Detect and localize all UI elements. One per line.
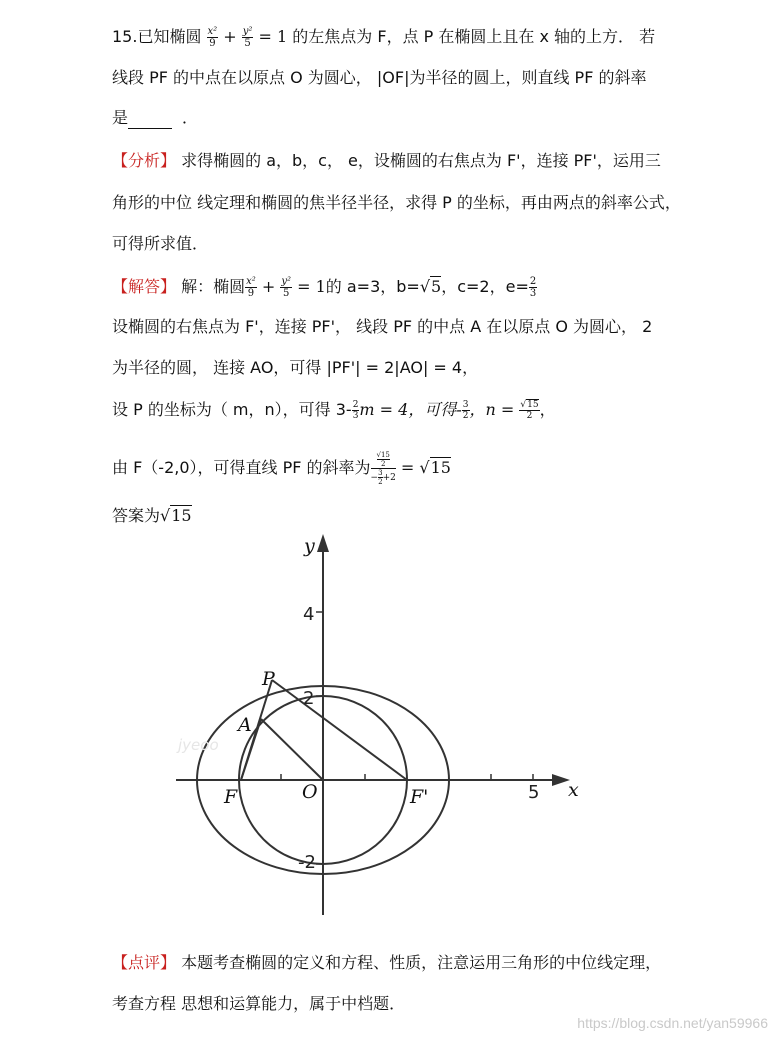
- problem-line-2: 线段 PF 的中点在以原点 O 为圆心， |OF|为半径的圆上，则直线 PF 的斜率: [112, 68, 647, 87]
- answer-line: 答案为√15: [112, 506, 192, 525]
- fraction-y2-over-5: $\frac{\text{y²}}{5}$: [242, 26, 253, 49]
- slope-fraction: $\frac{√15}{2}$ − $\frac{3}{2}$ +2: [370, 451, 396, 486]
- solution-line-4: 设 P 的坐标为（ m，n），可得 3- $\frac{2}{3}$ m = 4，可得- $\frac{3}{2}$ ，n = $\frac{√15}{2}$ ，: [112, 400, 556, 421]
- y-axis-arrow: [317, 534, 329, 552]
- solution-line-3: 为半径的圆， 连接 AO，可得 |PF'| = 2|AO| = 4，: [112, 358, 479, 377]
- comment-line-1: 【点评】 本题考查椭圆的定义和方程、性质，注意运用三角形的中位线定理，: [112, 953, 662, 972]
- segment-PF-prime: [272, 680, 407, 780]
- label-F: F: [224, 786, 238, 808]
- ellipse-figure: [168, 530, 588, 922]
- solution-line-2: 设椭圆的右焦点为 F'，连接 PF'， 线段 PF 的中点 A 在以原点 O 为圆心， 2: [112, 317, 653, 336]
- tick-label-4: 4: [303, 604, 315, 625]
- y-axis-label: y: [304, 535, 315, 557]
- analysis-line-1: 【分析】 求得椭圆的 a，b，c， e，设椭圆的右焦点为 F'，连接 PF'，运用三: [112, 151, 661, 170]
- tick-label-5: 5: [528, 782, 540, 803]
- eccentricity-fraction: $\frac{2}{3}$: [529, 276, 537, 299]
- label-P: P: [262, 668, 275, 690]
- label-O: O: [302, 781, 318, 803]
- analysis-line-2: 角形的中位 线定理和椭圆的焦半径半径，求得 P 的坐标，再由两点的斜率公式，: [112, 193, 681, 212]
- analysis-line-3: 可得所求值．: [112, 234, 209, 253]
- solution-tag: 【解答】: [112, 277, 177, 296]
- fraction-x2-over-9: $\frac{\text{x²}}{9}$: [207, 26, 218, 49]
- page-watermark: https://blog.csdn.net/yan59966: [577, 1015, 768, 1031]
- tick-label-neg2: -2: [298, 852, 316, 873]
- comment-line-2: 考查方程 思想和运算能力，属于中档题．: [112, 994, 406, 1013]
- answer-blank: [128, 128, 172, 129]
- solution-line-1: 【解答】 解：椭圆 $\frac{\text{x²}}{9}$ + $\frac{\text{y²}}{5}$ = 1的 a=3，b=√5，c=2，e= $\frac{2}{3}$: [112, 276, 537, 299]
- problem-line-3: 是 ．: [112, 108, 199, 127]
- figure-watermark: jyeoo: [178, 736, 219, 754]
- x-axis-label: x: [568, 779, 579, 801]
- segment-AO: [261, 719, 323, 780]
- tick-label-2: 2: [303, 688, 315, 709]
- label-F-prime: F': [410, 786, 429, 808]
- analysis-tag: 【分析】: [112, 151, 177, 170]
- problem-line-1: 15.已知椭圆 $\frac{\text{x²}}{9}$ + $\frac{\text{y²}}{5}$ = 1 的左焦点为 F，点 P 在椭圆上且在 x 轴的上方． 若: [112, 26, 656, 49]
- comment-tag: 【点评】: [112, 953, 177, 972]
- solution-line-5: 由 F（-2,0），可得直线 PF 的斜率为 $\frac{√15}{2}$ − $\frac{3}{2}$ +2 = √15: [112, 451, 451, 486]
- label-A: A: [238, 714, 252, 736]
